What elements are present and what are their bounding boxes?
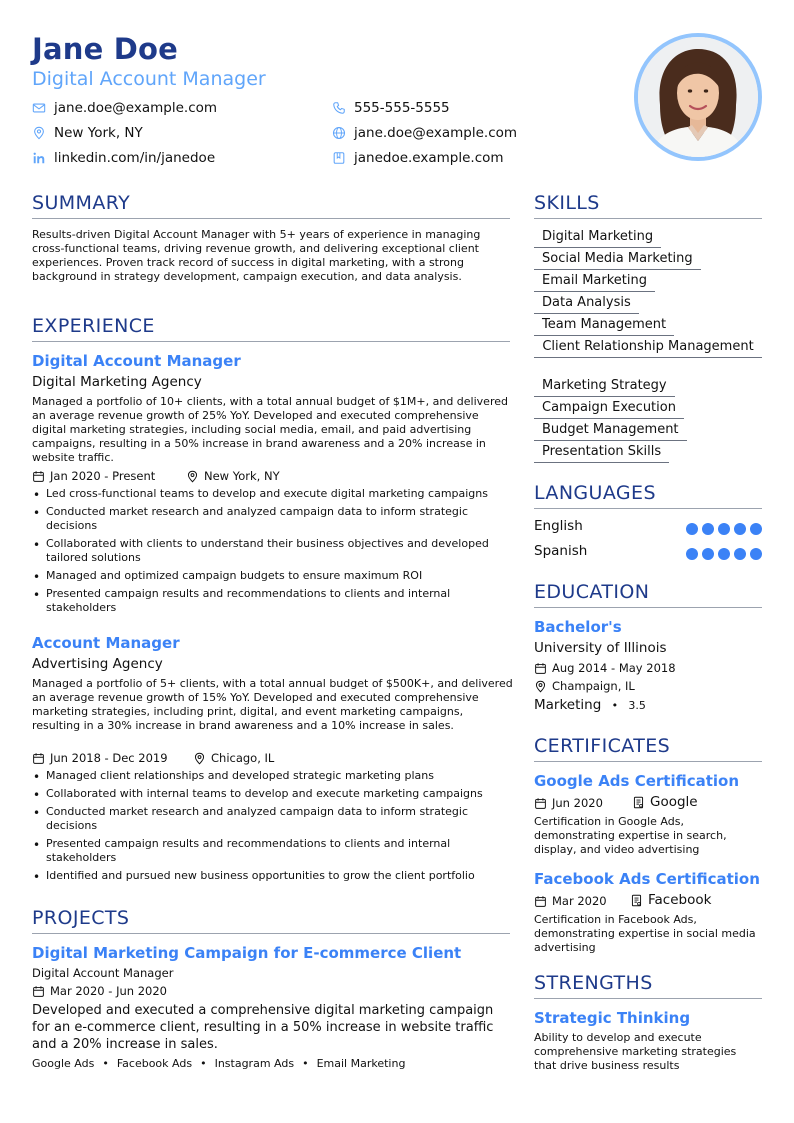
calendar-icon	[534, 797, 547, 810]
skill-tag: Digital Marketing	[534, 228, 661, 248]
language-name: English	[534, 518, 583, 534]
education-dates	[534, 661, 676, 675]
project-description: Developed and executed a comprehensive digital marketing campaign for an e-commerce client, resulting in a 50% increase in website traffic and a 20% increase in sales.	[32, 1003, 494, 1052]
skills-divider	[534, 218, 762, 219]
contact-phone-text: 555-555-5555	[354, 100, 450, 116]
strengths-divider	[534, 998, 762, 999]
contact-email-text: jane.doe@example.com	[54, 100, 218, 116]
contact-linkedin-text: linkedin.com/in/janedoe	[54, 150, 216, 166]
job-location-text: Chicago, IL	[211, 751, 275, 765]
list-item: • Conducted market research and analyzed campaign data to inform strategic decisions	[32, 805, 512, 833]
contact-location	[32, 125, 143, 141]
contact-email[interactable]	[32, 100, 217, 116]
experience-divider	[32, 341, 510, 342]
profile-photo	[634, 33, 762, 161]
job-description: Managed a portfolio of 5+ clients, with a total annual budget of $500K+, and delivered an average revenue growth of 15% YoY. Developed and executed comprehensive marketing strategies, including print, digital, and event marketing campaigns, resulting in a 30% increase in brand awareness and a 10% increase in sales.	[32, 677, 513, 732]
project-dates-text: Mar 2020 - Jun 2020	[50, 984, 167, 998]
language-name: Spanish	[534, 543, 588, 559]
linkedin-icon	[32, 151, 46, 165]
language-rating	[686, 523, 762, 535]
projects-heading: PROJECTS	[32, 907, 130, 929]
skill-tag: Budget Management	[534, 421, 687, 441]
rating-dot	[718, 523, 730, 535]
skill-tag: Social Media Marketing	[534, 250, 701, 270]
education-dates-text: Aug 2014 - May 2018	[552, 661, 676, 675]
certificates-heading: CERTIFICATES	[534, 735, 671, 757]
rating-dot	[686, 523, 698, 535]
rating-dot	[686, 548, 698, 560]
contact-location-text: New York, NY	[54, 125, 143, 141]
list-item: • Identified and pursued new business opportunities to grow the client portfolio	[32, 869, 512, 883]
certificate-date	[534, 894, 607, 908]
job-role: Digital Account Manager	[32, 352, 241, 370]
job-location	[186, 469, 280, 483]
languages-heading: LANGUAGES	[534, 482, 656, 504]
certificate-title: Facebook Ads Certification	[534, 870, 760, 888]
separator-dot: •	[611, 699, 619, 712]
project-tag: Facebook Ads	[116, 1057, 193, 1070]
bookmark-icon	[332, 151, 346, 165]
location-pin-icon	[534, 680, 547, 693]
skill-tag: Data Analysis	[534, 294, 639, 314]
contact-website-email[interactable]	[332, 125, 517, 141]
education-field-gpa	[534, 697, 646, 713]
skill-tag: Campaign Execution	[534, 399, 684, 419]
location-pin-icon	[186, 470, 199, 483]
project-tag: Email Marketing	[316, 1057, 406, 1070]
certificate-description: Certification in Facebook Ads, demonstrating expertise in social media advertising	[534, 913, 756, 954]
rating-dot	[702, 523, 714, 535]
contact-phone[interactable]	[332, 100, 450, 116]
rating-dot	[734, 523, 746, 535]
skill-tag: Presentation Skills	[534, 443, 669, 463]
list-item: • Managed client relationships and developed strategic marketing plans	[32, 769, 512, 783]
summary-heading: SUMMARY	[32, 192, 131, 214]
certificate-issuer-text: Google	[650, 794, 698, 810]
contact-website-email-text: jane.doe@example.com	[354, 125, 518, 141]
project-dates	[32, 984, 167, 998]
strengths-heading: STRENGTHS	[534, 972, 653, 994]
language-rating	[686, 548, 762, 560]
experience-heading: EXPERIENCE	[32, 315, 155, 337]
calendar-icon	[534, 895, 547, 908]
job-bullets	[32, 487, 512, 619]
certificate-date-text: Mar 2020	[552, 894, 607, 908]
list-item: • Collaborated with clients to understand their business objectives and developed tailored solutions	[32, 537, 512, 565]
list-item: • Collaborated with internal teams to develop and execute marketing campaigns	[32, 787, 512, 801]
education-location	[534, 679, 635, 693]
certificate-date-text: Jun 2020	[552, 796, 603, 810]
summary-text: Results-driven Digital Account Manager with 5+ years of experience in managing cross-functional teams, driving revenue growth, and delivering exceptional client experiences. Proven track record of success in digital marketing, with a strong background in strategy development, campaign execution, and data analysis.	[32, 228, 481, 283]
job-bullets	[32, 769, 512, 887]
calendar-icon	[32, 985, 45, 998]
job-location-text: New York, NY	[204, 469, 280, 483]
certificate-title: Google Ads Certification	[534, 772, 740, 790]
certificate-issuer-text: Facebook	[648, 892, 712, 908]
calendar-icon	[32, 470, 45, 483]
rating-dot	[718, 548, 730, 560]
list-item: • Led cross-functional teams to develop and execute digital marketing campaigns	[32, 487, 512, 501]
education-degree: Bachelor's	[534, 618, 622, 636]
job-dates-text: Jun 2018 - Dec 2019	[50, 751, 168, 765]
calendar-icon	[534, 662, 547, 675]
project-role: Digital Account Manager	[32, 966, 174, 980]
strength-title: Strategic Thinking	[534, 1009, 691, 1027]
education-heading: EDUCATION	[534, 581, 650, 603]
summary-divider	[32, 218, 510, 219]
certificate-description: Certification in Google Ads, demonstrating expertise in search, display, and video advertising	[534, 815, 727, 856]
list-item: • Managed and optimized campaign budgets to ensure maximum ROI	[32, 569, 512, 583]
skill-tag: Client Relationship Management	[534, 338, 762, 358]
contact-linkedin[interactable]	[32, 150, 215, 166]
job-dates	[32, 469, 155, 483]
candidate-title: Digital Account Manager	[32, 68, 266, 90]
job-location	[193, 751, 274, 765]
education-school: University of Illinois	[534, 640, 667, 656]
portrait-illustration	[638, 37, 758, 157]
list-item: • Presented campaign results and recommendations to clients and internal stakeholders	[32, 837, 512, 865]
calendar-icon	[32, 752, 45, 765]
location-pin-icon	[193, 752, 206, 765]
languages-divider	[534, 508, 762, 509]
project-tag: Google Ads	[32, 1057, 95, 1070]
certificate-issuer	[632, 794, 698, 810]
project-tags: Google Ads • Facebook Ads • Instagram Ads • Email Marketing	[32, 1057, 406, 1070]
certificate-date	[534, 796, 603, 810]
projects-divider	[32, 933, 510, 934]
skill-tag: Email Marketing	[534, 272, 655, 292]
job-dates-text: Jan 2020 - Present	[50, 469, 156, 483]
rating-dot	[734, 548, 746, 560]
skill-tag: Team Management	[534, 316, 674, 336]
list-item: • Presented campaign results and recommendations to clients and internal stakeholders	[32, 587, 512, 615]
project-tag: Instagram Ads	[214, 1057, 295, 1070]
phone-icon	[332, 101, 346, 115]
skills-heading: SKILLS	[534, 192, 600, 214]
project-title: Digital Marketing Campaign for E-commerce Client	[32, 944, 462, 962]
list-item: • Conducted market research and analyzed campaign data to inform strategic decisions	[32, 505, 512, 533]
rating-dot	[702, 548, 714, 560]
job-company: Advertising Agency	[32, 656, 163, 672]
mail-icon	[32, 101, 46, 115]
certificate-issuer	[630, 892, 711, 908]
education-field: Marketing	[534, 697, 602, 713]
education-location-text: Champaign, IL	[552, 679, 635, 693]
education-divider	[534, 607, 762, 608]
skill-tag: Marketing Strategy	[534, 377, 675, 397]
contact-website-text: janedoe.example.com	[354, 150, 504, 166]
job-description: Managed a portfolio of 10+ clients, with a total annual budget of $1M+, and delivered an average revenue growth of 25% YoY. Developed and executed comprehensive digital marketing strategies, including social media, email, and paid advertising campaigns, resulting in a 50% increase in brand awareness and a 20% increase in website traffic.	[32, 395, 508, 464]
education-gpa: 3.5	[628, 699, 646, 712]
job-dates	[32, 751, 168, 765]
strength-description: Ability to develop and execute comprehensive marketing strategies that drive business results	[534, 1031, 737, 1072]
rating-dot	[750, 548, 762, 560]
certificate-icon	[632, 796, 645, 809]
certificates-divider	[534, 761, 762, 762]
location-pin-icon	[32, 126, 46, 140]
job-role: Account Manager	[32, 634, 180, 652]
job-company: Digital Marketing Agency	[32, 374, 202, 390]
rating-dot	[750, 523, 762, 535]
certificate-icon	[630, 894, 643, 907]
contact-website[interactable]	[332, 150, 504, 166]
candidate-name: Jane Doe	[32, 32, 179, 66]
globe-icon	[332, 126, 346, 140]
